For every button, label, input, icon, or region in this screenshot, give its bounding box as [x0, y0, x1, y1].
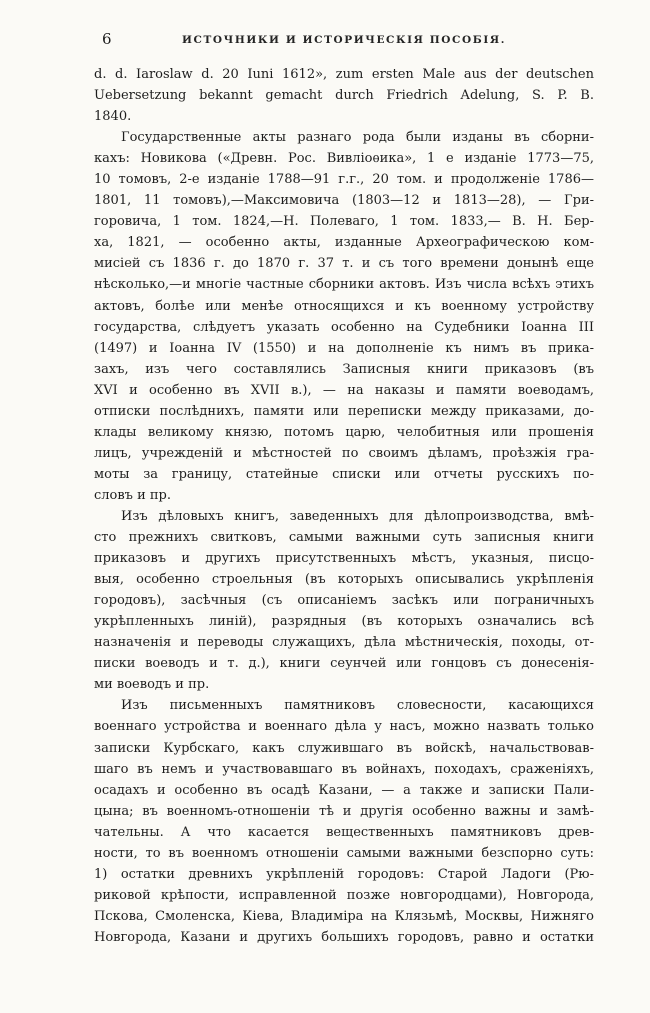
text-line: Изъ письменныхъ памятниковъ словесности, касающихся — [121, 698, 594, 714]
text-line: осадахъ и особенно въ осадѣ Казани, — а также и записки Пали- — [94, 782, 594, 798]
text-line: XVI и особенно въ XVII в.), — на наказы и памяти воеводамъ, — [94, 382, 594, 398]
text-line: сто прежнихъ свитковъ, самыми важными суть записныя книги — [94, 530, 594, 546]
text-line: горовича, 1 том. 1824,—Н. Полеваго, 1 том. 1833,— В. Н. Бер- — [94, 214, 594, 230]
text-block — [94, 64, 594, 948]
paragraph-german-citation — [94, 64, 594, 127]
text-line: выя, особенно строельныя (въ которыхъ описывались укрѣпленія — [94, 572, 594, 588]
text-line: ми воеводъ и пр. — [94, 677, 210, 693]
text-line: чательны. А что касается вещественныхъ памятниковъ древ- — [94, 824, 594, 840]
text-line: актовъ, болѣе или менѣе относящихся и къ военному устройству — [94, 298, 594, 314]
text-line: 1840. — [94, 109, 132, 125]
running-title: ИСТОЧНИКИ И ИСТОРИЧЕСКІЯ ПОСОБІЯ. — [182, 34, 506, 46]
text-line: захъ, изъ чего составлялись Записныя книги приказовъ (въ — [94, 361, 594, 377]
text-line: (1497) и Іоанна IV (1550) и на дополненіе къ нимъ въ прика- — [94, 340, 594, 356]
text-line: Изъ дѣловыхъ книгъ, заведенныхъ для дѣлопроизводства, вмѣ- — [121, 508, 594, 524]
text-line: лицъ, учрежденій и мѣстностей по своимъ дѣламъ, проѣзжія гра- — [94, 445, 594, 461]
text-line: нѣсколько,—и многіе частные сборники актовъ. Изъ числа всѣхъ этихъ — [94, 277, 594, 293]
text-line: 10 томовъ, 2-е изданіе 1788—91 г.г., 20 том. и продолженіе 1786— — [94, 172, 594, 188]
text-line: писки воеводъ и т. д.), книги сеунчей или гонцовъ съ донесенія- — [94, 656, 594, 672]
text-line: Государственные акты разнаго рода были изданы въ сборни- — [121, 130, 594, 146]
text-line: отписки послѣднихъ, памяти или переписки между приказами, до- — [94, 403, 594, 419]
text-line: Uebersetzung bekannt gemacht durch Friedrich Adelung, S. P. B. — [94, 88, 594, 104]
text-line: 1) остатки древнихъ укрѣпленій городовъ: Старой Ладоги (Рю- — [94, 866, 594, 882]
text-line: d. d. Iaroslaw d. 20 Iuni 1612», zum ersten Male aus der deutschen — [94, 67, 594, 82]
text-line: ха, 1821, — особенно акты, изданные Археографическою ком- — [94, 235, 594, 251]
text-line: словъ и пр. — [94, 487, 172, 503]
text-line: Пскова, Смоленска, Кіева, Владиміра на Клязьмѣ, Москвы, Нижняго — [94, 908, 594, 924]
text-line: городовъ), засѣчныя (съ описаніемъ засѣкъ или пограничныхъ — [94, 593, 594, 609]
text-line: назначенія и переводы служащихъ, дѣла мѣстническія, походы, от- — [94, 635, 594, 651]
paragraph-written-monuments — [94, 695, 594, 948]
text-line: кахъ: Новикова («Древн. Рос. Вивліоѳика», 1 е изданіе 1773—75, — [94, 151, 594, 167]
page-number: 6 — [102, 30, 112, 48]
text-line: клады великому князю, потомъ царю, челобитныя или прошенія — [94, 424, 594, 440]
page-header — [94, 30, 594, 50]
text-line: цына; въ военномъ-отношеніи тѣ и другія особенно важны и замѣ- — [94, 803, 594, 819]
text-line: моты за границу, статейные списки или отчеты русскихъ по- — [94, 466, 594, 482]
text-line: шаго въ немъ и участвовавшаго въ войнахъ, походахъ, сраженіяхъ, — [94, 761, 594, 777]
paragraph-state-acts — [94, 127, 594, 506]
text-line: 1801, 11 томовъ),—Максимовича (1803—12 и 1813—28), — Гри- — [94, 193, 594, 209]
text-line: военнаго устройства и военнаго дѣла у насъ, можно назвать только — [94, 719, 594, 735]
paragraph-office-books — [94, 506, 594, 695]
text-line: государства, слѣдуетъ указать особенно на Судебники Іоанна III — [94, 319, 594, 335]
text-line: мисіей съ 1836 г. до 1870 г. 37 т. и съ того времени донынѣ еще — [94, 256, 594, 272]
text-line: укрѣпленныхъ линій), разрядныя (въ которыхъ означались всѣ — [94, 614, 594, 630]
text-line: ности, то въ военномъ отношеніи самыми важными безспорно суть: — [94, 845, 594, 861]
text-line: риковой крѣпости, исправленной позже новгородцами), Новгорода, — [94, 887, 594, 903]
text-line: Новгорода, Казани и другихъ большихъ городовъ, равно и остатки — [94, 929, 594, 945]
text-line: приказовъ и другихъ присутственныхъ мѣстъ, указныя, писцо- — [94, 551, 594, 567]
text-line: записки Курбскаго, какъ служившаго въ войскѣ, начальствовав- — [94, 740, 594, 756]
